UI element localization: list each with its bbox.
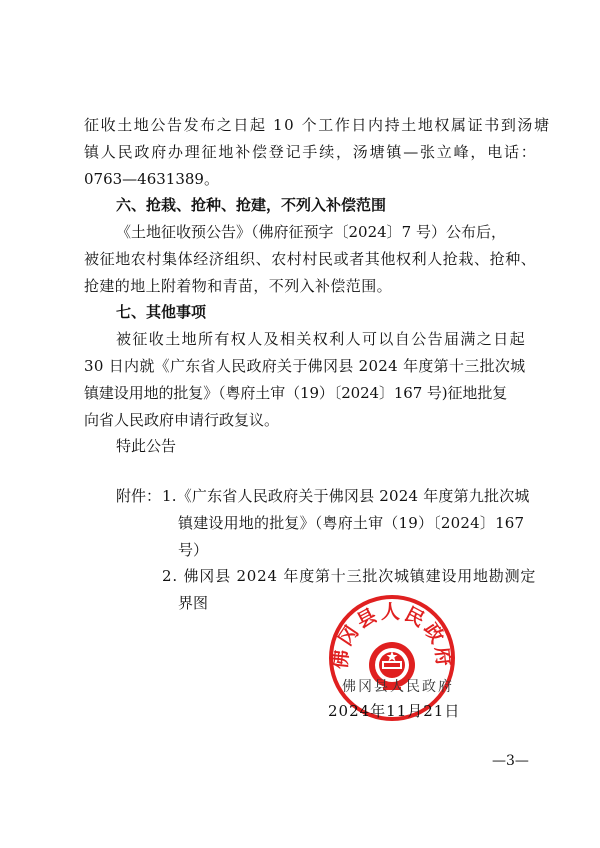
section-heading-seven: 七、其他事项 bbox=[116, 303, 207, 321]
text-line: 镇人民政府办理征地补偿登记手续，汤塘镇—张立峰，电话： bbox=[84, 143, 538, 161]
text-line: 被征收土地所有权人及相关权利人可以自公告届满之日起 bbox=[116, 330, 527, 348]
attachment-item-1 bbox=[162, 483, 530, 564]
text-line: 号） bbox=[178, 541, 209, 559]
seal-arc-text: 佛冈县人民政府 bbox=[329, 601, 455, 670]
issue-date: 2024年11月21日 bbox=[328, 702, 461, 720]
closing-notice: 特此公告 bbox=[116, 437, 177, 455]
section-heading-six: 六、抢栽、抢种、抢建，不列入补偿范围 bbox=[116, 196, 387, 214]
text-line: 1.《广东省人民政府关于佛冈县 2024 年度第九批次城 bbox=[162, 487, 530, 505]
attachment-label: 附件： bbox=[116, 487, 162, 505]
paragraph-reconsideration bbox=[84, 326, 526, 434]
text-line: 向省人民政府申请行政复议。 bbox=[84, 411, 280, 429]
text-line: 界图 bbox=[178, 594, 209, 612]
issuer-name: 佛冈县人民政府 bbox=[342, 679, 454, 695]
text-line: 镇建设用地的批复》（粤府土审（19）〔2024〕167 号)征地批复 bbox=[84, 384, 508, 402]
text-line: 抢建的地上附着物和青苗，不列入补偿范围。 bbox=[84, 277, 393, 295]
page-number: —3— bbox=[492, 753, 529, 769]
text-line: 征收土地公告发布之日起 10 个工作日内持土地权属证书到汤塘 bbox=[84, 116, 551, 134]
text-line: 镇建设用地的批复》（粤府土审（19）〔2024〕167 bbox=[178, 514, 525, 532]
paragraph-no-compensation bbox=[84, 219, 536, 300]
paragraph-registration bbox=[84, 112, 551, 193]
text-line: 30 日内就《广东省人民政府关于佛冈县 2024 年度第十三批次城 bbox=[84, 357, 526, 375]
text-line: 2. 佛冈县 2024 年度第十三批次城镇建设用地勘测定 bbox=[162, 567, 537, 585]
text-line: 0763—4631389。 bbox=[84, 170, 219, 188]
text-line: 《土地征收预公告》（佛府征预字〔2024〕7 号）公布后， bbox=[116, 223, 506, 241]
text-line: 被征地农村集体经济组织、农村村民或者其他权利人抢栽、抢种、 bbox=[84, 250, 537, 268]
